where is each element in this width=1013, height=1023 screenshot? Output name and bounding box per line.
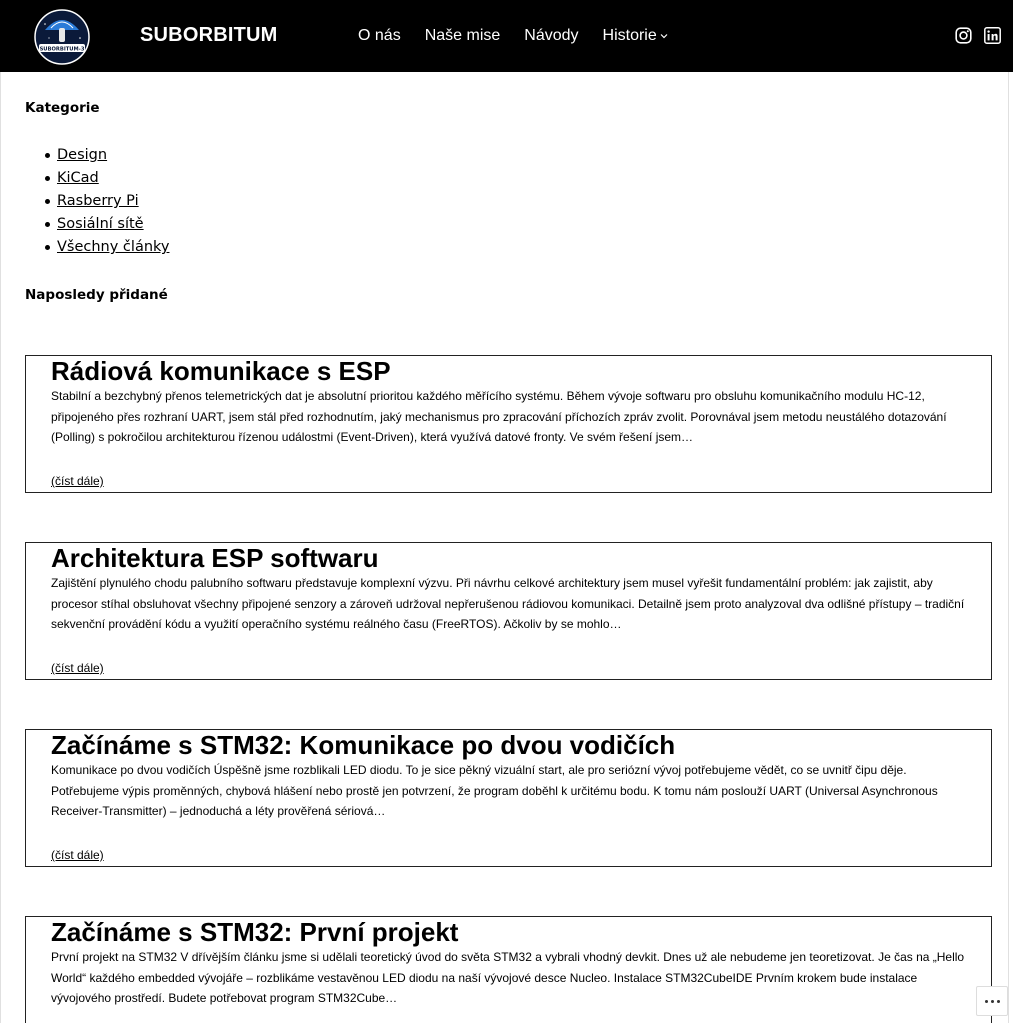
more-options-button[interactable] [976, 986, 1008, 1016]
post-excerpt: První projekt na STM32 V dřívějším článku jsme si udělali teoretický úvod do světa STM32 a vybrali vhodný devkit. Dnes už ale nebudeme jen teoretizovat. Je čas na „Hello World“ každého embedded vývojáře – rozblikáme vestavěnou LED diodu na naší vývojové desce Nucleo. Instalace STM32CubeIDE Prvním krokem bude instalace vývojového prostředí. Budete potřebovat program STM32Cube… [51, 950, 965, 1005]
site-logo[interactable] [33, 8, 91, 66]
logo-text: SUBORBITUM-3 [39, 46, 85, 53]
nav-item-nase-mise[interactable] [425, 27, 501, 45]
post-card [25, 355, 992, 493]
read-more-link[interactable]: (číst dále) [51, 474, 104, 488]
nav-item-label: O nás [358, 27, 401, 44]
right-border [1008, 72, 1009, 1023]
post-title[interactable]: Rádiová komunikace s ESP [51, 356, 391, 386]
list-item [45, 214, 169, 237]
nav-item-historie[interactable] [603, 27, 668, 45]
category-link-socialni-site[interactable]: Sosiální sítě [57, 216, 144, 232]
post-card [25, 542, 992, 680]
chevron-down-icon [660, 32, 668, 40]
main-nav [358, 27, 692, 45]
dot-icon [985, 1000, 988, 1003]
linkedin-icon[interactable] [984, 27, 1001, 44]
nav-item-label: Naše mise [424, 27, 501, 44]
nav-item-label: Historie [602, 27, 657, 44]
post-title[interactable]: Architektura ESP softwaru [51, 543, 379, 573]
instagram-icon[interactable] [955, 27, 972, 44]
nav-item-o-nas[interactable] [358, 27, 401, 45]
dot-icon [991, 1000, 994, 1003]
category-link-kicad[interactable]: KiCad [57, 170, 99, 186]
post-excerpt: Stabilní a bezchybný přenos telemetrických dat je absolutní prioritou každého měřícího systému. Během vývoje softwaru pro obsluhu komunikačního modulu HC-12, připojeného přes rozhraní UART, jsem stál před rozhodnutím, jaký mechanismus pro zpracování příchozích zpráv zvolit. Porovnával jsem metodu neustálého dotazování (Polling) s pokročilou architekturou řízenou událostmi (Event-Driven), která využívá datové fronty. Ve svém řešení jsem… [51, 389, 947, 444]
category-list [45, 145, 169, 260]
nav-item-label: Návody [524, 27, 579, 44]
category-link-design[interactable]: Design [57, 147, 108, 163]
categories-heading: Kategorie [25, 100, 100, 116]
post-title[interactable]: Začínáme s STM32: Komunikace po dvou vodičích [51, 730, 676, 760]
nav-item-navody[interactable] [524, 27, 578, 45]
post-excerpt: Komunikace po dvou vodičích Úspěšně jsme rozblikali LED diodu. To je sice pěkný vizuální start, ale pro seriózní vývoj potřebujeme vědět, co se uvnitř čipu děje. Potřebujeme výpis proměnných, chybová hlášení nebo prostě jen potvrzení, že program doběhl k určitému bodu. K tomu nám poslouží UART (Universal Asynchronous Receiver-Transmitter) – jednoduchá a léty prověřená sériová… [51, 763, 938, 818]
list-item [45, 191, 169, 214]
post-card [25, 916, 992, 1023]
recent-heading: Naposledy přidané [25, 287, 168, 303]
site-title[interactable]: SUBORBITUM [140, 24, 278, 46]
post-card [25, 729, 992, 867]
list-item [45, 168, 169, 191]
dot-icon [997, 1000, 1000, 1003]
site-header [0, 0, 1013, 72]
list-item [45, 237, 169, 260]
post-excerpt: Zajištění plynulého chodu palubního softwaru představuje komplexní výzvu. Při návrhu celkové architektury jsem musel vyřešit fundamentální problém: jak zajistit, aby procesor stíhal obsluhovat všechny připojené senzory a zároveň udržoval nepřerušenou rádiovou komunikaci. Detailně jsem proto analyzoval dva odlišné přístupy – tradiční sekvenční provádění kódu a využití operačního systému reálného času (FreeRTOS). Ačkoliv by se mohlo… [51, 576, 965, 631]
category-link-rasberry-pi[interactable]: Rasberry Pi [57, 193, 139, 209]
left-border [0, 72, 1, 1023]
post-title[interactable]: Začínáme s STM32: První projekt [51, 917, 459, 947]
read-more-link[interactable]: (číst dále) [51, 661, 104, 675]
list-item [45, 145, 169, 168]
category-link-vsechny-clanky[interactable]: Všechny články [57, 239, 170, 255]
read-more-link[interactable]: (číst dále) [51, 848, 104, 862]
